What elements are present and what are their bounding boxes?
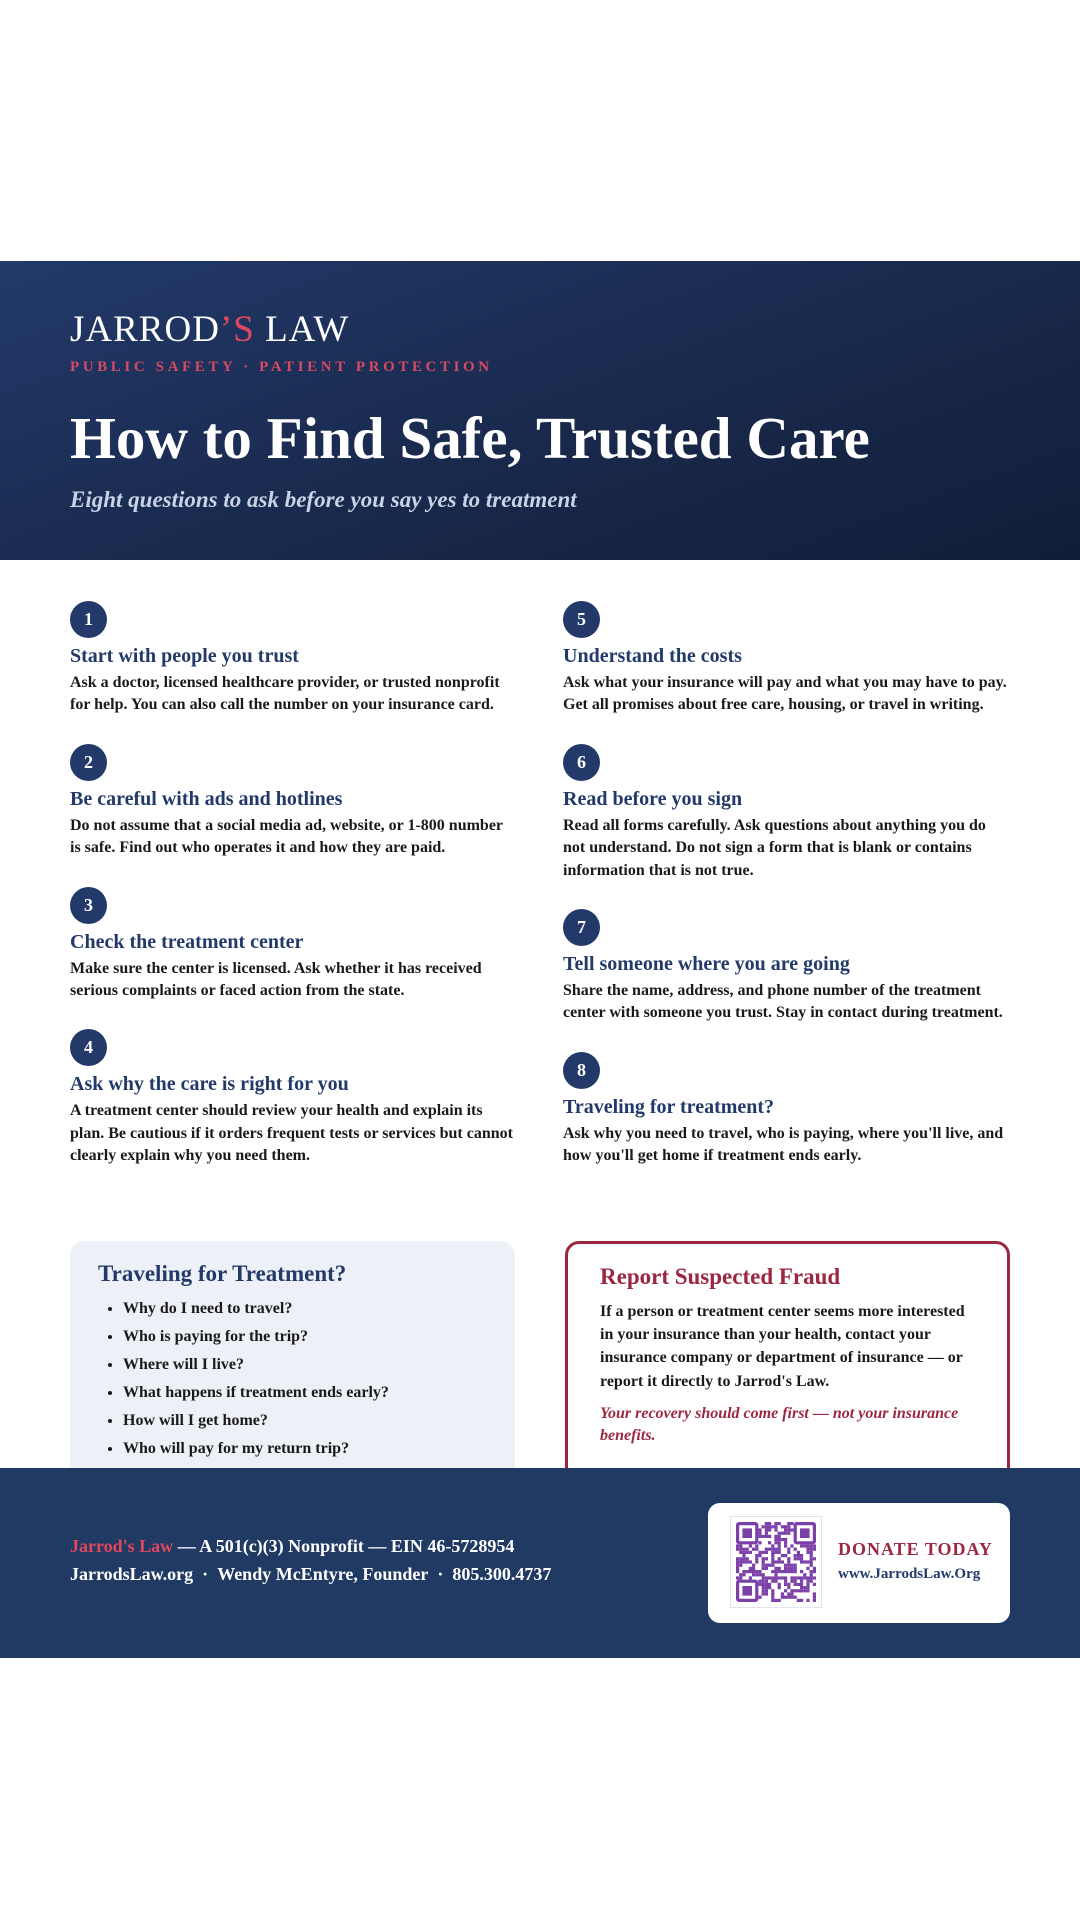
questions-left-column [70, 601, 515, 1195]
brand-accent: ’S [219, 309, 255, 350]
donate-url-link[interactable]: www.JarrodsLaw.Org [838, 1566, 981, 1582]
question-title: Ask why the care is right for you [70, 1073, 349, 1096]
question-number-badge: 8 [563, 1052, 600, 1089]
list-item: • What happens if treatment ends early? [123, 1379, 487, 1407]
list-item: • Where will I live? [123, 1351, 487, 1379]
question-title: Traveling for treatment? [563, 1095, 775, 1118]
qr-code-icon[interactable] [730, 1516, 822, 1608]
question-number-badge: 6 [563, 744, 600, 781]
question-number-badge: 5 [563, 601, 600, 638]
question-item [70, 601, 515, 717]
question-item [70, 887, 515, 1003]
footer [0, 1468, 1080, 1658]
list-item: • Who will pay for my return trip? [123, 1435, 487, 1463]
question-body: Ask why you need to travel, who is paying, where you'll live, and how you'll get home if treatment ends early. [563, 1124, 1004, 1165]
question-body: Share the name, address, and phone number of the treatment center with someone you trust. Stay in contact during treatment. [563, 981, 1003, 1022]
question-number-badge: 1 [70, 601, 107, 638]
brand-logo [70, 311, 349, 348]
travel-checklist-panel [70, 1241, 515, 1481]
footer-separator: · [437, 1564, 444, 1584]
report-fraud-body: If a person or treatment center seems more interested in your insurance than your health, contact your insurance company or department of insurance — or report it directly to Jarrod's Law. [600, 1303, 965, 1390]
question-number-badge: 2 [70, 744, 107, 781]
question-body: Ask a doctor, licensed healthcare provider, or trusted nonprofit for help. You can also call the number on your insurance card. [70, 674, 500, 714]
question-number-badge: 7 [563, 909, 600, 946]
page-subtitle: Eight questions to ask before you say yes to treatment [70, 487, 577, 512]
brand-tail: LAW [254, 309, 350, 350]
footer-phone[interactable]: 805.300.4737 [452, 1564, 552, 1584]
footer-org-name: Jarrod's Law [70, 1536, 174, 1556]
footer-website-link[interactable]: JarrodsLaw.org [70, 1564, 194, 1584]
question-title: Check the treatment center [70, 930, 304, 953]
question-title: Start with people you trust [70, 645, 299, 667]
travel-checklist [98, 1295, 487, 1463]
question-number-badge: 3 [70, 887, 107, 924]
qr-code-graphic [731, 1517, 821, 1607]
question-title: Tell someone where you are going [563, 952, 850, 975]
footer-founder: Wendy McEntyre, Founder [217, 1564, 429, 1584]
report-fraud-title: Report Suspected Fraud [600, 1264, 841, 1289]
question-body: Make sure the center is licensed. Ask whether it has received serious complaints or faced action from the state. [70, 959, 482, 999]
question-item [70, 1029, 515, 1167]
brand-main: JARROD [70, 309, 220, 350]
question-item [563, 909, 1008, 1025]
question-title: Understand the costs [563, 645, 742, 667]
question-title: Read before you sign [563, 787, 743, 810]
questions-right-column [563, 601, 1008, 1195]
footer-org-detail: — A 501(c)(3) Nonprofit — EIN 46-5728954 [173, 1536, 515, 1556]
travel-checklist-title: Traveling for Treatment? [98, 1261, 347, 1286]
footer-contact-line [70, 1564, 551, 1585]
question-body: Do not assume that a social media ad, website, or 1-800 number is safe. Find out who operates it and how they are paid. [70, 816, 503, 857]
page-title: How to Find Safe, Trusted Care [70, 405, 870, 471]
donate-card[interactable] [708, 1503, 1010, 1623]
list-item: • How will I get home? [123, 1407, 487, 1435]
question-body: Ask what your insurance will pay and what you may have to pay. Get all promises about free care, housing, or travel in writing. [563, 674, 1007, 714]
question-body: Read all forms carefully. Ask questions about anything you do not understand. Do not sign a form that is blank or contains information that is not true. [563, 816, 986, 879]
question-item [563, 601, 1008, 717]
question-body: A treatment center should review your health and explain its plan. Be cautious if it orders frequent tests or services but cannot clearly explain why you need them. [70, 1102, 513, 1165]
tagline: PUBLIC SAFETY · PATIENT PROTECTION [70, 359, 493, 375]
question-number-badge: 4 [70, 1029, 107, 1066]
question-item [563, 1052, 1008, 1168]
header-banner [0, 261, 1080, 560]
list-item: • Who is paying for the trip? [123, 1323, 487, 1351]
donate-label: DONATE TODAY [838, 1539, 993, 1559]
report-fraud-panel [565, 1241, 1010, 1481]
report-fraud-emphasis: Your recovery should come first — not your insurance benefits. [600, 1404, 959, 1445]
list-item: • Why do I need to travel? [123, 1295, 487, 1323]
question-item [563, 744, 1008, 882]
footer-separator: · [202, 1564, 209, 1584]
question-title: Be careful with ads and hotlines [70, 787, 343, 810]
footer-org-line [70, 1536, 514, 1557]
question-item [70, 744, 515, 860]
